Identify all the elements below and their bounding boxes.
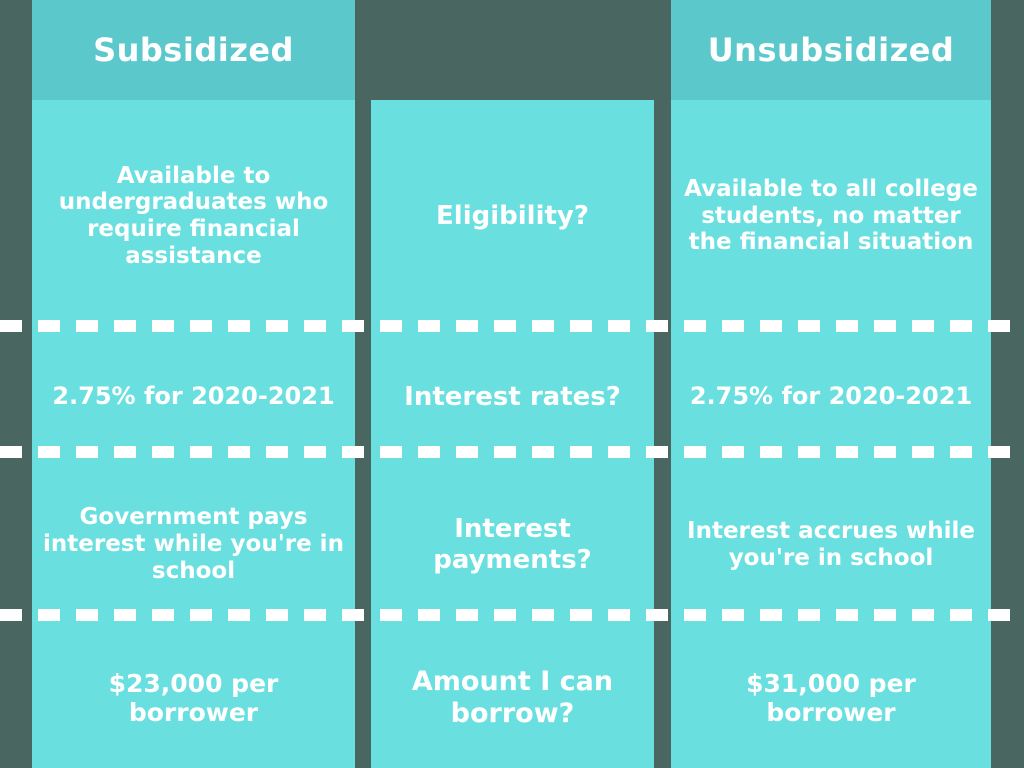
cell-question-interest-payments: Interest payments?: [433, 514, 592, 575]
column-unsubsidized: [671, 0, 991, 768]
row-divider-2: [0, 446, 1024, 458]
column-body-unsubsidized: [671, 100, 991, 768]
row-divider-3: [0, 609, 1024, 621]
cell-subsidized-interest-payments: Government pays interest while you're in school: [43, 504, 344, 584]
cell-unsubsidized-eligibility: Available to all college students, no matter the financial situation: [684, 175, 978, 256]
cell-question-borrow-amount: Amount I can borrow?: [411, 666, 614, 729]
column-subsidized: [32, 0, 355, 768]
column-body-subsidized: [32, 100, 355, 768]
column-body-questions: [371, 100, 654, 768]
cell-question-eligibility: Eligibility?: [436, 200, 589, 231]
cell-unsubsidized-interest-rate: 2.75% for 2020-2021: [689, 382, 973, 411]
column-header-unsubsidized: Unsubsidized: [671, 0, 991, 100]
cell-unsubsidized-borrow-amount: $31,000 per borrower: [746, 668, 916, 727]
column-header-subsidized: Subsidized: [32, 0, 355, 100]
cell-subsidized-interest-rate: 2.75% for 2020-2021: [52, 382, 335, 411]
column-questions: [371, 0, 654, 768]
row-divider-1: [0, 320, 1024, 332]
cell-unsubsidized-interest-payments: Interest accrues while you're in school: [687, 517, 975, 571]
cell-question-interest-rate: Interest rates?: [404, 381, 621, 412]
column-header-questions: [371, 0, 654, 100]
cell-subsidized-eligibility: Available to undergraduates who require financial assistance: [58, 162, 329, 269]
cell-subsidized-borrow-amount: $23,000 per borrower: [108, 668, 279, 727]
